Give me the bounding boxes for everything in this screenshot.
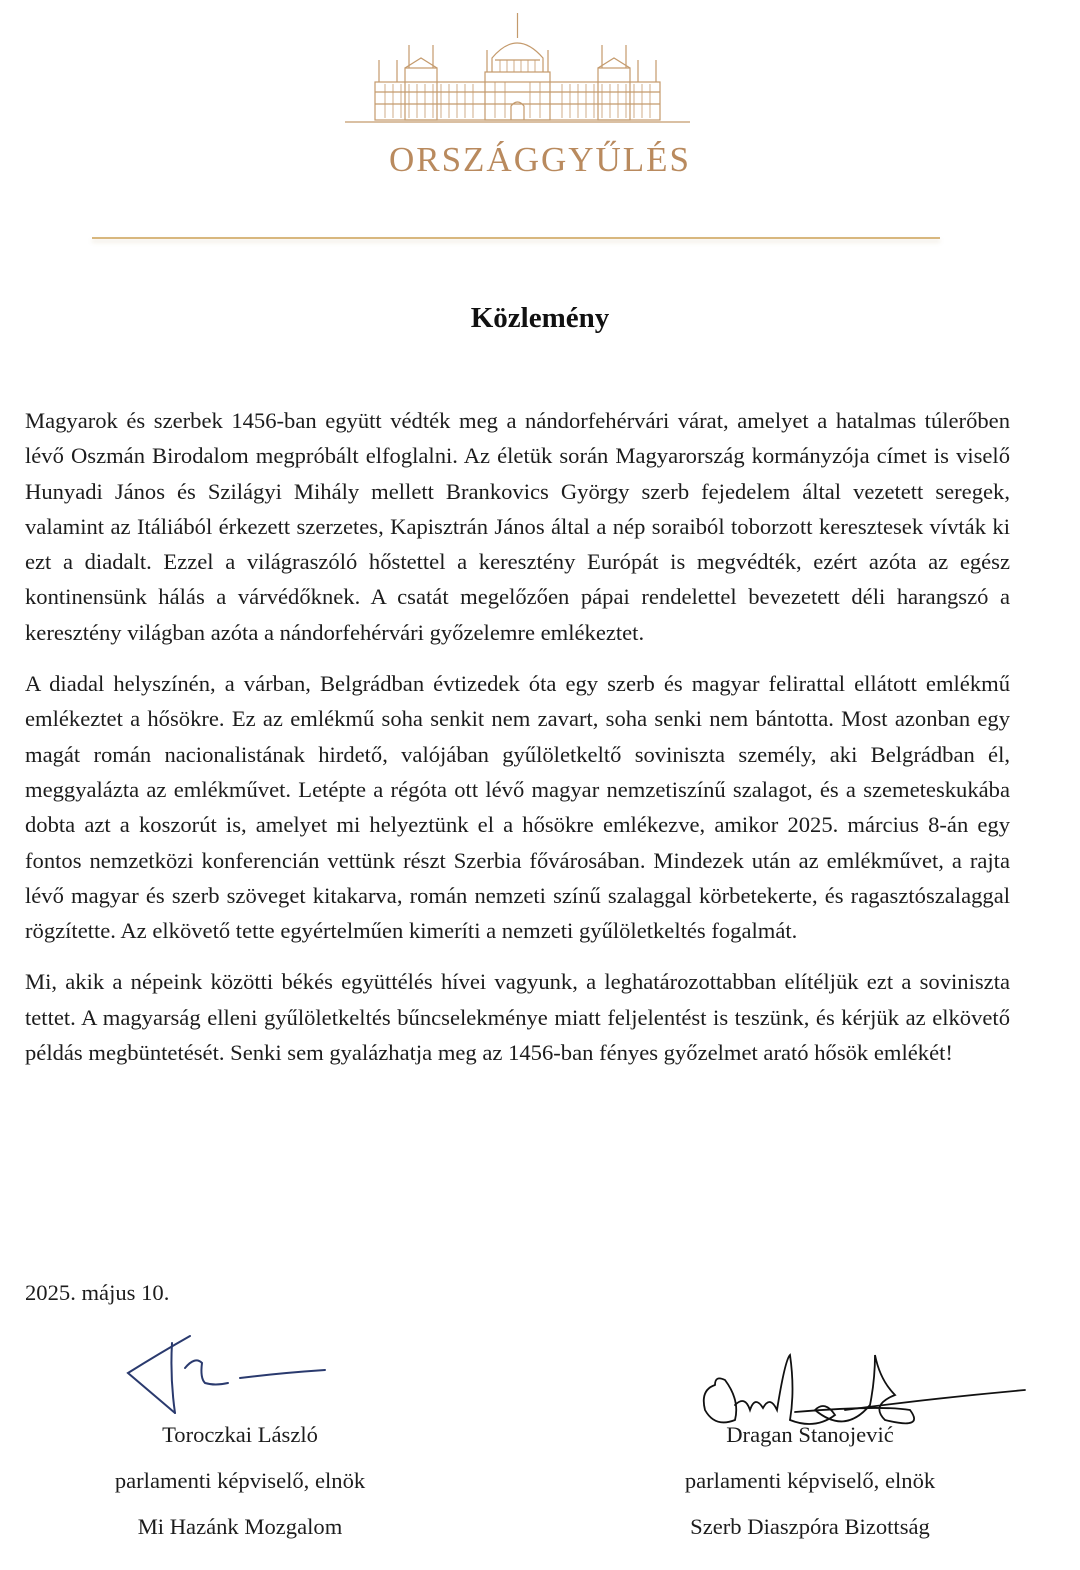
paragraph: Mi, akik a népeink közötti békés együttélés hívei vagyunk, a leghatározottabban elítéljük ezt a soviniszta tettet. A magyarság elleni gyűlöletkeltés bűncselekménye miatt feljelentést is teszünk, és kérjük az elkövető példás megbüntetését. Senki sem gyalázhatja meg az 1456-ban fényes győzelmet arató hősök emlékét! [25, 969, 1010, 1066]
organization-name: ORSZÁGGYŰLÉS [388, 140, 692, 179]
letterhead [0, 0, 1080, 250]
signatory-organization: Mi Hazánk Mozgalom [137, 1514, 343, 1539]
signatory-organization: Szerb Diaszpóra Bizottság [690, 1514, 930, 1539]
signatory-role: parlamenti képviselő, elnök [684, 1468, 936, 1493]
signatory-role: parlamenti képviselő, elnök [114, 1468, 366, 1493]
signatory-name: Dragan Stanojević [726, 1422, 894, 1447]
header-divider [92, 237, 940, 239]
document-body [25, 403, 1010, 1086]
parliament-building-icon [345, 10, 690, 125]
signatory-left [70, 1412, 410, 1550]
paragraph: Magyarok és szerbek 1456-ban együtt védték meg a nándorfehérvári várat, amelyet a hatalmas túlerőben lévő Oszmán Birodalom megpróbált elfoglalni. Az életük során Magyarország kormányzója címet is viselő Hunyadi János és Szilágyi Mihály mellett Brankovics György szerb fejedelem által vezetett seregek, valamint az Itáliából érkezett szerzetes, Kapisztrán János által a nép soraiból toborzott keresztesek vívták ki ezt a diadalt. Ezzel a világraszóló hőstettel a keresztény Európát is megvédték, ezért azóta az egész kontinensünk hálás a várvédőknek. A csatát megelőzően pápai rendelettel bevezetett déli harangszó a keresztény világban azóta a nándorfehérvári győzelemre emlékeztet. [25, 408, 1010, 645]
signatory-right [640, 1412, 980, 1550]
document-date: 2025. május 10. [25, 1280, 170, 1305]
document-title: Közlemény [470, 302, 610, 334]
signatory-name: Toroczkai László [162, 1422, 318, 1447]
paragraph: A diadal helyszínén, a várban, Belgrádban évtizedek óta egy szerb és magyar felirattal ellátott emlékmű emlékeztet a hősökre. Ez az emlékmű soha senkit nem zavart, soha senki nem bántotta. Most azonban egy magát román nacionalistának hirdető, valójában gyűlöletkeltő soviniszta személy, aki Belgrádban él, meggyalázta az emlékművet. Letépte a régóta ott lévő magyar nemzetiszínű szalagot, és a szemeteskukába dobta azt a koszorút is, amelyet mi helyeztünk el a hősökre emlékezve, amikor 2025. március 8-án egy fontos nemzetközi konferencián vettünk részt Szerbia fővárosában. Mindezek után az emlékművet, a rajta lévő magyar és szerb szöveget kitakarva, román nemzeti színű szalaggal körbetekerte, és ragasztószalaggal rögzítette. Az elkövető tette egyértelműen kimeríti a nemzeti gyűlöletkeltés fogalmát. [25, 671, 1010, 944]
